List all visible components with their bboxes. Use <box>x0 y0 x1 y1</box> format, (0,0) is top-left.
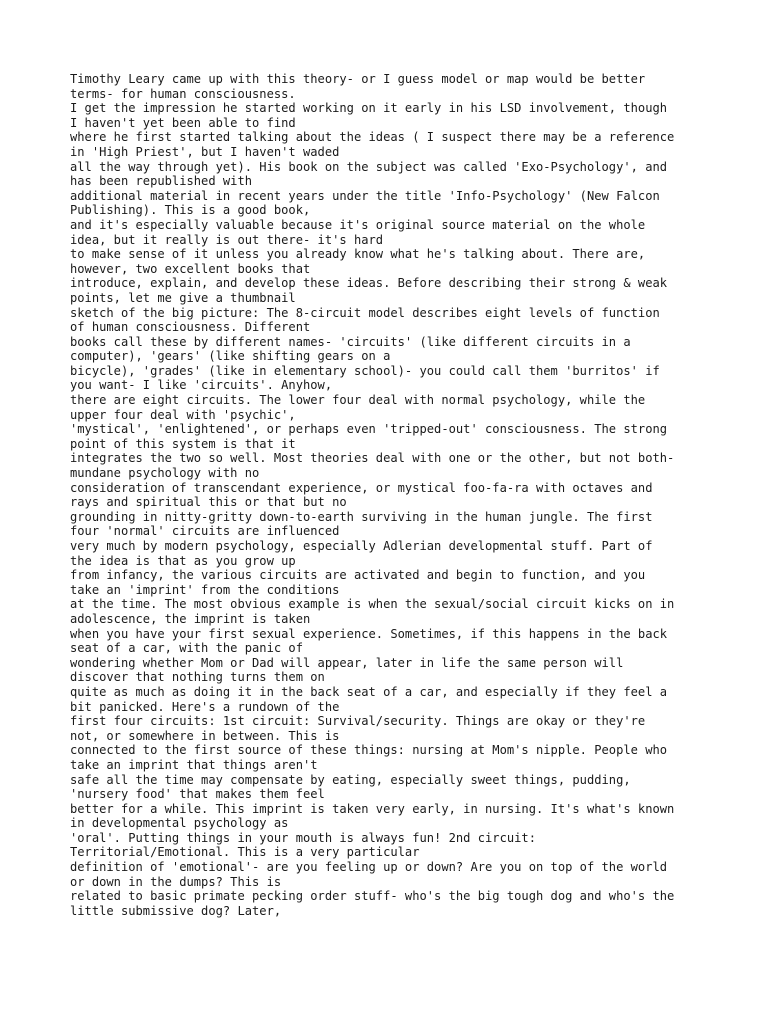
text-line: Publishing). This is a good book, <box>70 203 311 218</box>
text-line: adolescence, the imprint is taken <box>70 611 311 626</box>
text-line: take an 'imprint' from the conditions <box>70 582 340 597</box>
text-line: books call these by different names- 'circuits' (like different circuits in a <box>70 334 631 349</box>
text-line: very much by modern psychology, especially Adlerian developmental stuff. Part of <box>70 539 653 553</box>
text-line: sketch of the big picture: The 8-circuit model describes eight levels of function <box>70 305 660 320</box>
text-line: 'nursery food' that makes them feel <box>70 787 325 802</box>
text-line: 'oral'. Putting things in your mouth is always fun! 2nd circuit: <box>70 830 536 845</box>
text-line: terms- for human consciousness. <box>70 86 296 101</box>
text-line: introduce, explain, and develop these ideas. Before describing their strong & weak <box>70 276 668 291</box>
text-line: related to basic primate pecking order stuff- who's the big tough dog and who's the <box>70 889 675 904</box>
text-line: integrates the two so well. Most theories deal with one or the other, but not both- <box>70 451 675 466</box>
text-line: quite as much as doing it in the back seat of a car, and especially if they feel a <box>70 684 668 699</box>
text-line: grounding in nitty-gritty down-to-earth surviving in the human jungle. The first <box>70 509 653 524</box>
text-line: little submissive dog? Later, <box>70 903 282 918</box>
text-line: bicycle), 'grades' (like in elementary school)- you could call them 'burritos' if <box>70 363 660 378</box>
text-line: definition of 'emotional'- are you feeling up or down? Are you on top of the world <box>70 860 668 875</box>
text-line: there are eight circuits. The lower four deal with normal psychology, while the <box>70 393 646 408</box>
text-line: wondering whether Mom or Dad will appear, later in life the same person will <box>70 655 624 670</box>
text-line: of human consciousness. Different <box>70 320 311 335</box>
text-line: additional material in recent years under the title 'Info-Psychology' (New Falcon <box>70 188 660 203</box>
text-line: however, two excellent books that <box>70 261 311 276</box>
text-line: where he first started talking about the ideas ( I suspect there may be a reference <box>70 130 675 145</box>
text-line: at the time. The most obvious example is when the sexual/social circuit kicks on in <box>70 597 675 612</box>
text-line: I haven't yet been able to find <box>70 115 296 130</box>
text-line: when you have your first sexual experience. Sometimes, if this happens in the back <box>70 626 668 641</box>
document-body <box>70 72 710 918</box>
text-line: seat of a car, with the panic of <box>70 641 303 656</box>
text-line: computer), 'gears' (like shifting gears on a <box>70 349 391 364</box>
text-line: discover that nothing turns them on <box>70 670 325 685</box>
text-line: consideration of transcendant experience, or mystical foo-fa-ra with octaves and <box>70 480 653 495</box>
text-line: you want- I like 'circuits'. Anyhow, <box>70 378 333 393</box>
text-line: all the way through yet). His book on the subject was called 'Exo-Psychology', and <box>70 159 668 174</box>
text-line: and it's especially valuable because it's original source material on the whole <box>70 217 646 232</box>
text-line: connected to the first source of these things: nursing at Mom's nipple. People who <box>70 743 668 758</box>
text-line: I get the impression he started working on it early in his LSD involvement, though <box>70 101 668 116</box>
text-line: has been republished with <box>70 174 253 189</box>
text-line: Territorial/Emotional. This is a very particular <box>70 845 420 860</box>
text-line: bit panicked. Here's a rundown of the <box>70 699 340 714</box>
text-line: safe all the time may compensate by eating, especially sweet things, pudding, <box>70 772 631 787</box>
text-line: Timothy Leary came up with this theory- or I guess model or map would be better <box>70 72 646 86</box>
text-line: first four circuits: 1st circuit: Survival/security. Things are okay or they're <box>70 714 646 729</box>
text-line: idea, but it really is out there- it's hard <box>70 232 384 247</box>
text-line: point of this system is that it <box>70 436 296 451</box>
text-line: or down in the dumps? This is <box>70 874 282 889</box>
text-line: the idea is that as you grow up <box>70 553 296 568</box>
text-line: rays and spiritual this or that but no <box>70 495 347 510</box>
text-line: mundane psychology with no <box>70 466 260 481</box>
text-line: in 'High Priest', but I haven't waded <box>70 144 340 159</box>
text-line: points, let me give a thumbnail <box>70 290 296 305</box>
text-line: 'mystical', 'enlightened', or perhaps even 'tripped-out' consciousness. The strong <box>70 422 668 437</box>
text-line: in developmental psychology as <box>70 816 289 831</box>
text-line: take an imprint that things aren't <box>70 757 318 772</box>
text-line: better for a while. This imprint is taken very early, in nursing. It's what's known <box>70 801 675 816</box>
text-line: to make sense of it unless you already know what he's talking about. There are, <box>70 247 646 262</box>
text-line: from infancy, the various circuits are activated and begin to function, and you <box>70 568 646 583</box>
text-line: upper four deal with 'psychic', <box>70 407 296 422</box>
text-line: not, or somewhere in between. This is <box>70 728 340 743</box>
text-line: four 'normal' circuits are influenced <box>70 524 340 539</box>
